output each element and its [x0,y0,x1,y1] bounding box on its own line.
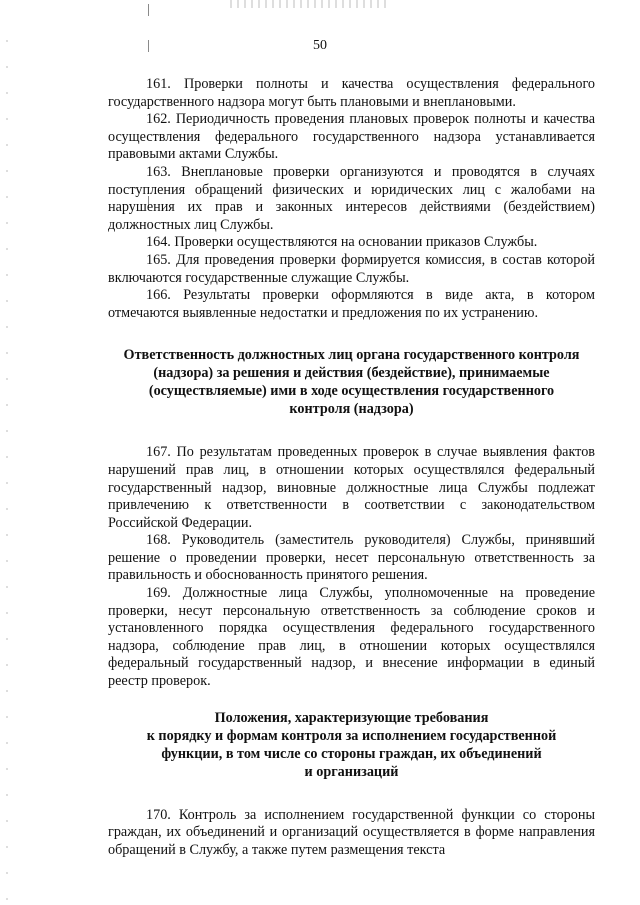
paragraph-168: 168. Руководитель (заместитель руководителя) Службы, принявший решение о проведении проверки, несет персональную ответственность за правильность и обоснованность принятого решения. [108,532,595,584]
paragraph-161: 161. Проверки полноты и качества осуществления федерального государственного надзора могут быть плановыми и внеплановыми. [108,76,595,110]
section-heading-responsibility [108,346,595,418]
heading-line: (осуществляемые) ими в ходе осуществления государственного [148,383,555,400]
section-2 [108,444,595,690]
paragraph-162: 162. Периодичность проведения плановых проверок полноты и качества осуществления федерального государственного надзора устанавливается правовыми актами Службы. [108,111,595,163]
paragraph-167: 167. По результатам проведенных проверок в случае выявления фактов нарушений прав лиц, в отношении которых осуществлялся федеральный государственный надзор, виновные должностные лица Службы подлежат привлечению к ответственности в соответствии с законодательством Российской Федерации. [108,444,595,531]
section-heading-control-requirements [108,709,595,781]
scan-margin-artifact [6,40,8,900]
heading-line: Положения, характеризующие требования [214,709,489,726]
heading-line: и организаций [304,763,399,780]
paragraph-165: 165. Для проведения проверки формируется комиссия, в состав которой включаются государственные служащие Службы. [108,251,595,286]
paragraph-163: 163. Внеплановые проверки организуются и проводятся в случаях поступления обращений физических и юридических лиц с жалобами на нарушения их прав и законных интересов действиями (бездействием) должностных лиц Службы. [108,163,595,233]
heading-line: функции, в том числе со стороны граждан, их объединений [161,745,542,762]
section-1 [108,76,595,322]
page-number: 50 [313,38,327,53]
heading-line: контроля (надзора) [289,401,414,418]
heading-line: к порядку и формам контроля за исполнением государственной [146,727,557,744]
scan-artifact-mark [148,4,149,16]
paragraph-170: 170. Контроль за исполнением государственной функции со стороны граждан, их объединений и организаций осуществляется в форме направления обращений в Службу, а также путем размещения текста [108,806,595,858]
section-3 [108,807,595,860]
paragraph-164: 164. Проверки осуществляются на основании приказов Службы. [146,234,538,251]
scan-artifact [230,0,390,8]
heading-line: Ответственность должностных лиц органа государственного контроля [123,347,580,364]
paragraph-166: 166. Результаты проверки оформляются в виде акта, в котором отмечаются выявленные недостатки и предложения по их устранению. [108,287,595,321]
heading-line: (надзора) за решения и действия (бездействие), принимаемые [153,365,550,382]
document-body [108,76,595,859]
paragraph-169: 169. Должностные лица Службы, уполномоченные на проведение проверки, несут персональную ответственность за соблюдение сроков и установленного порядка осуществления федерального государственного надзора, соблюдение прав лиц, в отношении которых осуществлялся федеральный государственный надзор, и внесение информации в единый реестр проверок. [108,585,595,690]
